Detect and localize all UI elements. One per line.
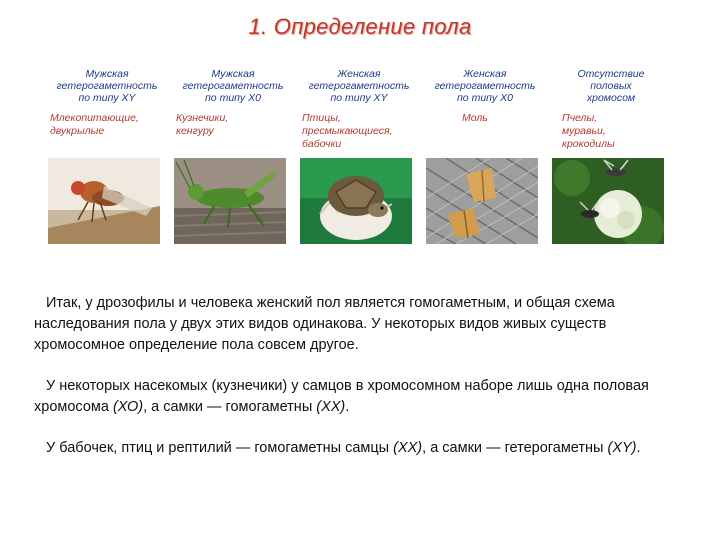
- column-male-x0: [170, 68, 296, 244]
- example-line: двукрылые: [50, 125, 105, 137]
- paragraph-1: [34, 293, 686, 356]
- chromosome-formula: (ХХ): [316, 399, 346, 415]
- grasshopper-photo: [174, 158, 286, 244]
- insects-on-flower-photo: [552, 158, 664, 244]
- moths-photo: [426, 158, 538, 244]
- fruit-fly-photo: [48, 158, 160, 244]
- chromosome-formula: (ХО): [112, 399, 144, 415]
- heading-line: Отсутствие: [577, 68, 645, 80]
- paragraph-text: Итак, у дрозофилы и человека женский пол является гомогаметным, и общая схема наследования пола у двух этих видов одинакова. У некоторых видов живых существ хромосомное определение пола совсем другое.: [34, 295, 615, 353]
- heading-line: по типу XY: [78, 92, 136, 104]
- column-male-xy: [44, 68, 170, 244]
- chromosome-formula: (ХХ): [393, 440, 423, 456]
- heading-line: Мужская: [211, 68, 255, 80]
- column-no-sex-chromosomes: [548, 68, 674, 244]
- example-line: пресмыкающиеся,: [302, 125, 393, 137]
- heading-line: по типу X0: [205, 92, 261, 104]
- paragraph-text: .: [636, 440, 641, 456]
- example-line: Млекопитающие,: [50, 112, 139, 124]
- column-examples: [422, 112, 548, 158]
- paragraph-text: , а самки — гетерогаметны: [422, 440, 608, 456]
- slide-title: 1. Определение пола: [248, 14, 472, 39]
- example-line: Моль: [462, 112, 488, 124]
- column-heading: [44, 68, 170, 112]
- heading-line: по типу X0: [457, 92, 513, 104]
- heading-line: Женская: [463, 68, 507, 80]
- example-line: крокодилы: [562, 138, 615, 150]
- example-line: кенгуру: [176, 125, 214, 137]
- example-line: Кузнечики,: [176, 112, 229, 124]
- column-heading: [548, 68, 674, 112]
- heading-line: гетерогаметность: [182, 80, 284, 92]
- column-heading: [296, 68, 422, 112]
- column-examples: [44, 112, 170, 158]
- paragraph-3: [34, 438, 686, 459]
- paragraph-2: [34, 376, 686, 418]
- heading-line: хромосом: [586, 92, 636, 104]
- heading-line: половых: [590, 80, 632, 92]
- column-female-x0: [422, 68, 548, 244]
- example-line: бабочки: [302, 138, 342, 150]
- body-text: [34, 293, 686, 479]
- column-heading: [170, 68, 296, 112]
- example-line: Пчелы,: [562, 112, 598, 124]
- paragraph-text: У бабочек, птиц и рептилий — гомогаметны самцы: [46, 440, 394, 456]
- heading-line: гетерогаметность: [434, 80, 536, 92]
- example-line: муравьи,: [562, 125, 606, 137]
- hatching-turtle-photo: [300, 158, 412, 244]
- paragraph-text: , а самки — гомогаметны: [143, 399, 317, 415]
- column-heading: [422, 68, 548, 112]
- column-examples: [170, 112, 296, 158]
- heading-line: Женская: [337, 68, 381, 80]
- paragraph-text: У некоторых насекомых (кузнечики) у самцов в хромосомном наборе лишь одна половая хромосома: [34, 378, 649, 415]
- heading-line: по типу XY: [330, 92, 388, 104]
- heading-line: Мужская: [85, 68, 129, 80]
- heading-line: гетерогаметность: [56, 80, 158, 92]
- chromosome-formula: (ХY): [607, 440, 637, 456]
- heading-line: гетерогаметность: [308, 80, 410, 92]
- column-female-xy: [296, 68, 422, 244]
- paragraph-text: .: [345, 399, 350, 415]
- column-examples: [548, 112, 674, 158]
- example-line: Птицы,: [302, 112, 341, 124]
- column-examples: [296, 112, 422, 158]
